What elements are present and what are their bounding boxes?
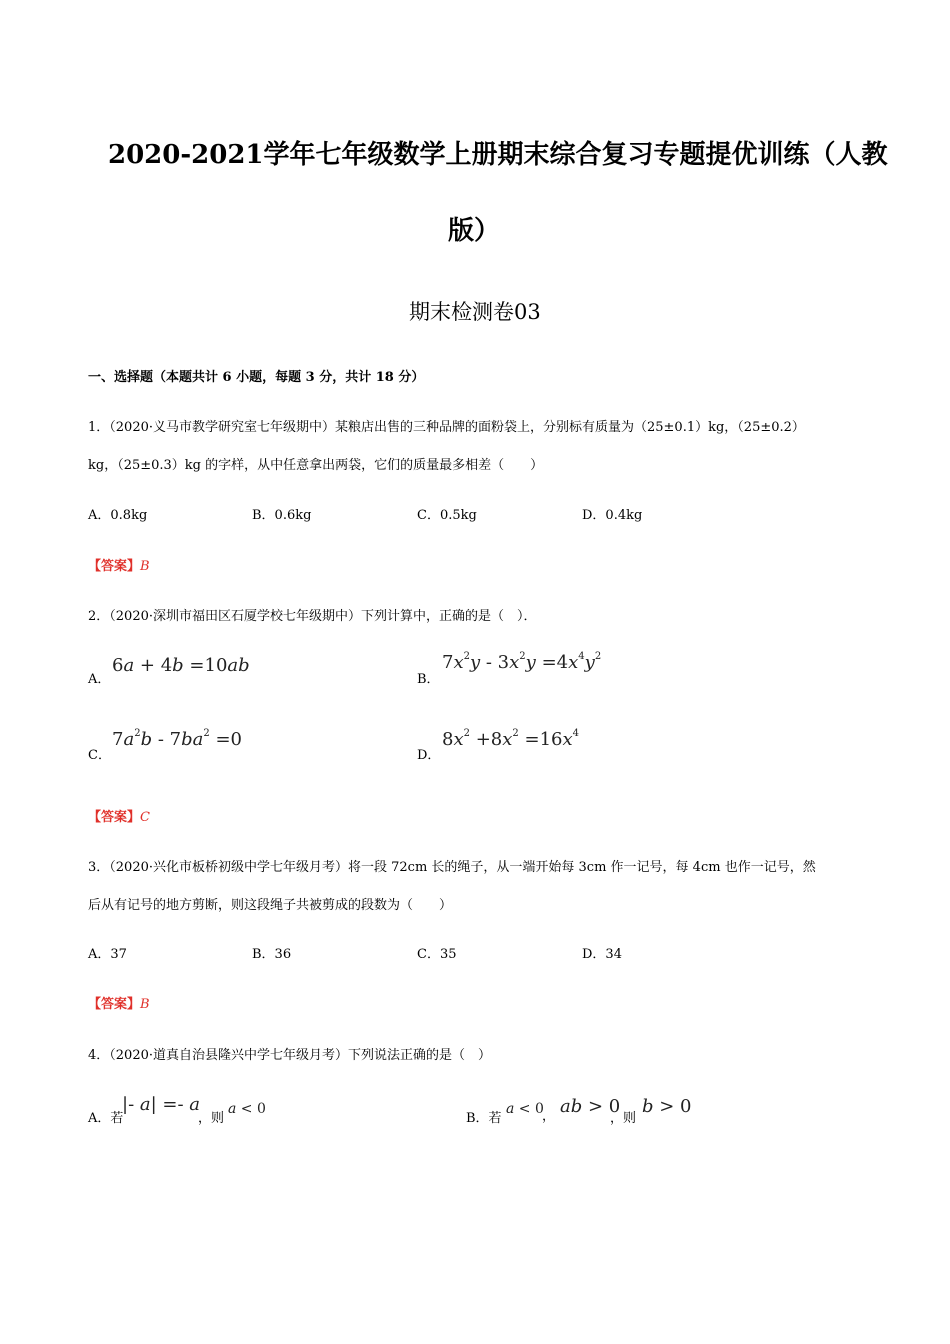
question-4-option-b-label: B．若 (466, 1111, 502, 1126)
question-4-option-b-separator: ， (542, 1109, 556, 1124)
question-3-option-c: C．35 (417, 947, 457, 962)
question-4-option-a-label: A．若 (88, 1111, 124, 1126)
question-1-option-d: D．0.4kg (582, 508, 643, 523)
question-1-answer: 【答案】B (88, 559, 150, 574)
question-3-line1: 3．（2020·兴化市板桥初级中学七年级月考）将一段 72cm 长的绳子，从一端开始每 3cm 作一记号，每 4cm 也作一记号，然 (88, 860, 816, 875)
question-2-line1: 2．（2020·深圳市福田区石厦学校七年级期中）下列计算中，正确的是（ ）． (88, 609, 537, 624)
question-3-option-d: D．34 (582, 947, 622, 962)
question-1-line2: kg，（25±0.3）kg 的字样，从中任意拿出两袋，它们的质量最多相差（ ） (88, 458, 544, 473)
question-2-option-b-formula: $7x^2y - 3x^2y =4x^4y^2$ (442, 651, 602, 673)
question-4-option-a-then: ，则 (198, 1111, 225, 1126)
question-4-option-b-condition1: a < 0 (506, 1101, 544, 1117)
question-1-line1: 1．（2020·义马市教学研究室七年级期中）某粮店出售的三种品牌的面粉袋上，分别标有质量为（25±0.1）kg，（25±0.2） (88, 420, 805, 435)
section-heading: 一、选择题（本题共计 6 小题，每题 3 分，共计 18 分） (88, 370, 425, 385)
question-1-option-a: A．0.8kg (88, 508, 148, 523)
question-1-option-c: C．0.5kg (417, 508, 477, 523)
question-4-option-b-condition2: ab > 0 (560, 1096, 621, 1117)
question-2-option-a-formula: 6a + 4b =10ab (112, 655, 250, 676)
question-2-option-c-formula: $7a^2b - 7ba^2 =0$ (112, 728, 242, 750)
question-2-option-b-label: B． (417, 672, 440, 687)
question-4-option-a-conclusion: a < 0 (228, 1101, 266, 1117)
question-4-option-b-conclusion: b > 0 (642, 1096, 692, 1117)
document-title-line1: 2020-2021学年七年级数学上册期末综合复习专题提优训练（人教 (108, 140, 888, 170)
question-3-option-b: B．36 (252, 947, 292, 962)
question-4-option-a-condition: |- a| =- a (122, 1094, 201, 1115)
question-2-option-d-formula: $8x^2 +8x^2 =16x^4$ (442, 728, 580, 750)
document-title-line2: 版） (448, 216, 501, 246)
question-3-line2: 后从有记号的地方剪断，则这段绳子共被剪成的段数为（ ） (88, 898, 453, 913)
question-4-option-b-then: ，则 (610, 1111, 637, 1126)
question-3-answer: 【答案】B (88, 997, 150, 1012)
question-2-answer: 【答案】C (88, 810, 150, 825)
question-3-option-a: A．37 (88, 947, 127, 962)
question-2-option-c-label: C． (88, 748, 111, 763)
question-2-option-a-label: A． (88, 672, 111, 687)
question-2-option-d-label: D． (417, 748, 441, 763)
document-subtitle: 期末检测卷03 (409, 300, 541, 324)
question-4-line1: 4．（2020·道真自治县隆兴中学七年级月考）下列说法正确的是（ ） (88, 1048, 491, 1063)
question-1-option-b: B．0.6kg (252, 508, 312, 523)
